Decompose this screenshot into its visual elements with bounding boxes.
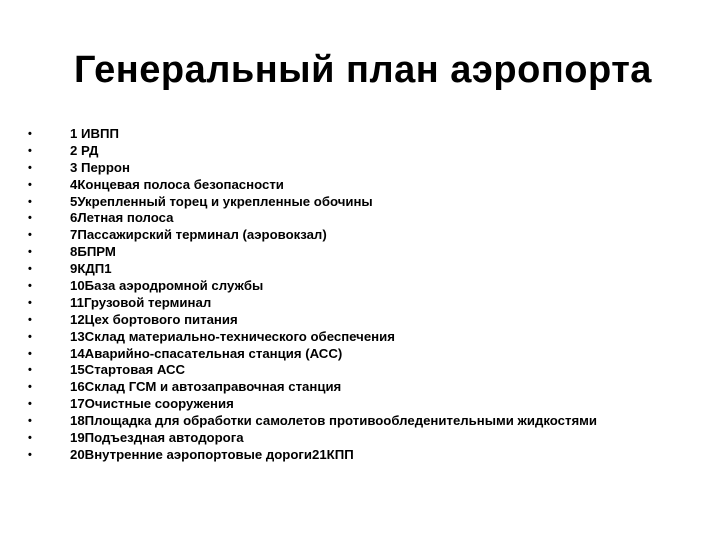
list-item-text: 10База аэродромной службы (70, 278, 264, 294)
list-item-text: 2 РД (70, 142, 99, 158)
list-item-text: 1 ИВПП (70, 126, 119, 141)
bullet-icon: • (28, 229, 32, 242)
list-item-text: 6Летная полоса (70, 210, 174, 226)
list-item-text: 13Склад материально-технического обеспечения (70, 328, 395, 344)
bullet-icon: • (28, 448, 32, 461)
bullet-icon: • (28, 313, 32, 326)
bullet-icon: • (28, 364, 32, 377)
list-item-text: 20Внутренние аэропортовые дороги21КПП (70, 446, 354, 462)
bullet-icon: • (28, 330, 32, 343)
list-item-text: 15Стартовая АСС (70, 362, 186, 378)
bullet-icon: • (28, 415, 32, 428)
bullet-icon: • (28, 128, 32, 140)
bullet-icon: • (28, 432, 32, 445)
list-item-text: 14Аварийно-спасательная станция (АСС) (70, 345, 343, 361)
list-item-text: 3 Перрон (70, 159, 130, 175)
list-item-text: 19Подъездная автодорога (70, 430, 244, 446)
list-item-text: 5Укрепленный торец и укрепленные обочины (70, 193, 373, 209)
bullet-icon: • (28, 398, 32, 411)
bullet-icon: • (28, 381, 32, 394)
list-item-text: 8БПРМ (70, 244, 116, 260)
bullet-icon: • (28, 178, 32, 191)
list-item-text: 17Очистные сооружения (70, 396, 234, 412)
bullet-icon: • (28, 280, 32, 293)
slide-title: Генеральный план аэропорта (74, 49, 652, 91)
bullet-icon: • (28, 347, 32, 360)
bullet-icon: • (28, 263, 32, 276)
bullet-icon: • (28, 144, 32, 157)
list-item-text: 16Склад ГСМ и автозаправочная станция (70, 379, 342, 395)
bullet-icon: • (28, 161, 32, 174)
list-item-text: 11Грузовой терминал (70, 294, 212, 310)
list-item-text: 7Пассажирский терминал (аэровокзал) (70, 227, 327, 243)
bullet-icon: • (28, 195, 32, 208)
bullet-icon: • (28, 246, 32, 259)
list-item-text: 12Цех бортового питания (70, 311, 238, 327)
bullet-icon: • (28, 212, 32, 225)
list-item-text: 18Площадка для обработки самолетов противообледенительными жидкостями (70, 413, 598, 429)
list-item-text: 9КДП1 (70, 261, 112, 277)
bullet-icon: • (28, 296, 32, 309)
list-item-text: 4Концевая полоса безопасности (70, 176, 284, 192)
